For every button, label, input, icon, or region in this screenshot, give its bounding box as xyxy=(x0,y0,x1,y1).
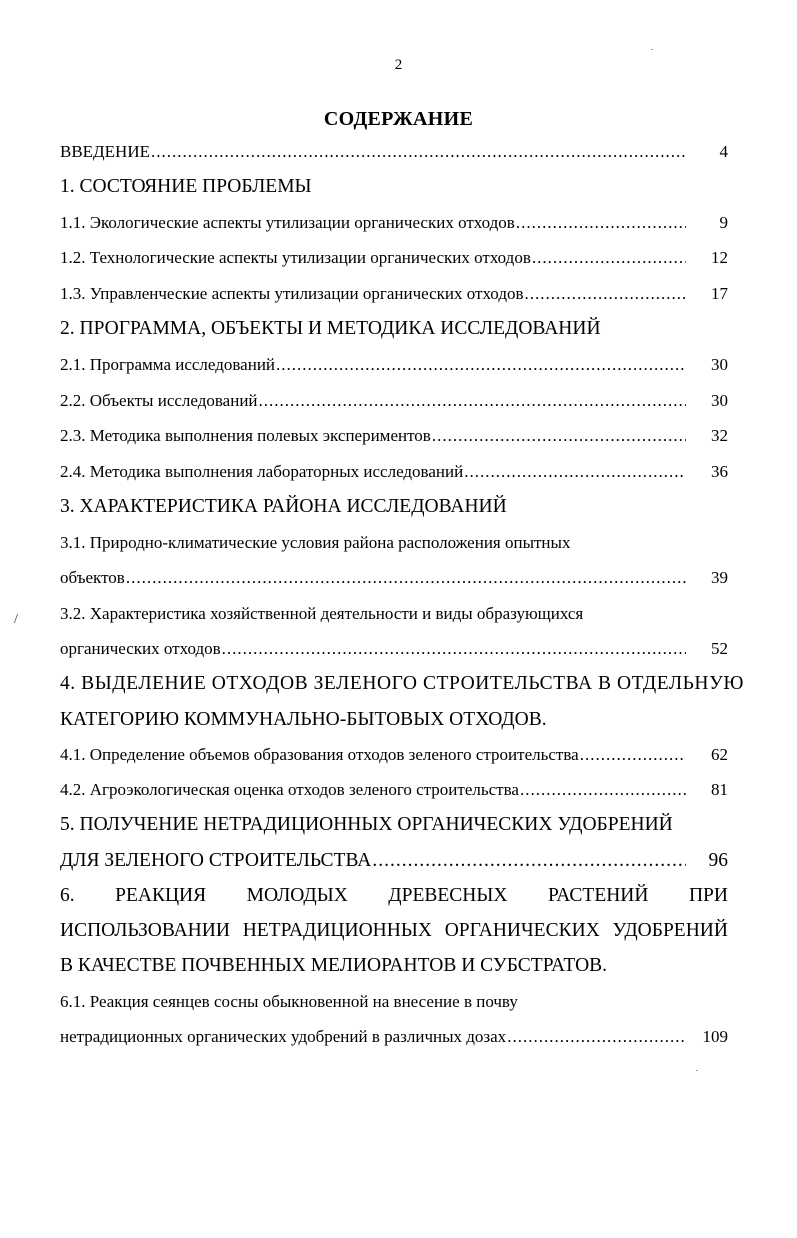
toc-entry-label: 1.3. Управленческие аспекты утилизации органических отходов xyxy=(60,284,524,303)
toc-chapter-label: В КАЧЕСТВЕ ПОЧВЕННЫХ МЕЛИОРАНТОВ И СУБСТРАТОВ. xyxy=(60,955,608,976)
toc-entry xyxy=(60,355,728,375)
toc-entry xyxy=(60,745,728,765)
toc-entry xyxy=(60,780,728,800)
toc-entry-label: 1.2. Технологические аспекты утилизации органических отходов xyxy=(60,248,531,267)
toc-word: РЕАКЦИЯ xyxy=(115,885,207,906)
scan-speck xyxy=(651,49,653,50)
dot-leader xyxy=(259,391,686,411)
toc-chapter-justified-line xyxy=(60,920,728,942)
toc-entry xyxy=(60,639,728,659)
toc-word: ОРГАНИЧЕСКИХ xyxy=(444,920,600,941)
toc-word: УДОБРЕНИЙ xyxy=(612,920,728,941)
scan-speck xyxy=(696,1070,698,1071)
dot-leader xyxy=(126,568,686,588)
toc-entry-label: органических отходов xyxy=(60,639,221,658)
toc-entry-page: 109 xyxy=(702,1027,728,1046)
toc-entry xyxy=(60,992,728,1012)
toc-chapter-label: ДЛЯ ЗЕЛЕНОГО СТРОИТЕЛЬСТВА xyxy=(60,850,372,871)
toc-entry xyxy=(60,533,728,553)
dot-leader xyxy=(372,850,686,872)
stray-mark: / xyxy=(14,612,18,627)
toc-chapter xyxy=(60,814,728,836)
toc-word: МОЛОДЫХ xyxy=(246,885,348,906)
toc-chapter xyxy=(60,318,728,340)
toc-chapter-justified-line xyxy=(60,885,728,907)
toc-entry-label: 6.1. Реакция сеянцев сосны обыкновенной на внесение в почву xyxy=(60,992,518,1011)
toc-chapter xyxy=(60,850,728,872)
toc-entry-page: 36 xyxy=(711,462,728,481)
toc-entry-label: 1.1. Экологические аспекты утилизации органических отходов xyxy=(60,213,515,232)
toc-chapter xyxy=(60,496,728,518)
dot-leader xyxy=(222,639,686,659)
toc-entry xyxy=(60,1027,728,1047)
toc-entry-label: нетрадиционных органических удобрений в различных дозах xyxy=(60,1027,507,1046)
dot-leader xyxy=(516,213,686,233)
page-title: СОДЕРЖАНИЕ xyxy=(323,108,474,130)
toc-entry-page: 62 xyxy=(711,745,728,764)
dot-leader xyxy=(432,426,686,446)
dot-leader xyxy=(276,355,686,375)
toc-word: РАСТЕНИЙ xyxy=(547,885,649,906)
dot-leader xyxy=(151,142,686,162)
toc-chapter-label: 3. ХАРАКТЕРИСТИКА РАЙОНА ИССЛЕДОВАНИЙ xyxy=(60,496,507,517)
toc-entry-label: 2.1. Программа исследований xyxy=(60,355,276,374)
toc-entry xyxy=(60,391,728,411)
toc-entry xyxy=(60,426,728,446)
toc-word: ИСПОЛЬЗОВАНИИ xyxy=(60,920,230,941)
dot-leader xyxy=(464,462,686,482)
toc-entry xyxy=(60,142,728,162)
toc-entry-label: ВВЕДЕНИЕ xyxy=(60,142,150,161)
toc-chapter-label: 2. ПРОГРАММА, ОБЪЕКТЫ И МЕТОДИКА ИССЛЕДОВАНИЙ xyxy=(60,318,601,339)
toc-entry-page: 9 xyxy=(719,213,728,232)
dot-leader xyxy=(532,248,686,268)
toc-entry-label: 4.2. Агроэкологическая оценка отходов зеленого строительства xyxy=(60,780,519,799)
toc-chapter xyxy=(60,709,728,731)
page-number: 2 xyxy=(394,57,403,73)
dot-leader xyxy=(507,1027,686,1047)
toc-entry-page: 30 xyxy=(711,355,728,374)
toc-chapter xyxy=(60,955,728,977)
toc-entry-page: 52 xyxy=(711,639,728,658)
toc-word: НЕТРАДИЦИОННЫХ xyxy=(242,920,432,941)
toc-entry xyxy=(60,248,728,268)
dot-leader xyxy=(580,745,686,765)
toc-entry-label: 2.3. Методика выполнения полевых экспериментов xyxy=(60,426,431,445)
toc-entry-page: 81 xyxy=(711,780,728,799)
toc-entry xyxy=(60,462,728,482)
toc-entry-label: 4.1. Определение объемов образования отходов зеленого строительства xyxy=(60,745,579,764)
toc-chapter xyxy=(60,176,728,198)
toc-entry-page: 32 xyxy=(711,426,728,445)
toc-chapter-label: 4. ВЫДЕЛЕНИЕ ОТХОДОВ ЗЕЛЕНОГО СТРОИТЕЛЬСТВА В ОТДЕЛЬНУЮ xyxy=(60,673,745,694)
toc-entry-page: 12 xyxy=(711,248,728,267)
toc-chapter-label: 1. СОСТОЯНИЕ ПРОБЛЕМЫ xyxy=(60,176,312,197)
toc-entry-page: 39 xyxy=(711,568,728,587)
toc-entry-page: 17 xyxy=(711,284,728,303)
toc-entry-label: 2.4. Методика выполнения лабораторных исследований xyxy=(60,462,464,481)
dot-leader xyxy=(525,284,687,304)
toc-chapter-page: 96 xyxy=(708,850,728,871)
toc-entry xyxy=(60,284,728,304)
toc-entry-page: 4 xyxy=(719,142,728,161)
toc-entry-label: 2.2. Объекты исследований xyxy=(60,391,258,410)
toc-entry-label: объектов xyxy=(60,568,125,587)
dot-leader xyxy=(520,780,686,800)
toc-chapter-label: КАТЕГОРИЮ КОММУНАЛЬНО-БЫТОВЫХ ОТХОДОВ. xyxy=(60,709,547,730)
toc-entry xyxy=(60,568,728,588)
toc-entry xyxy=(60,604,728,624)
toc-chapter xyxy=(60,673,745,695)
toc-entry-label: 3.1. Природно-климатические условия района расположения опытных xyxy=(60,533,571,552)
toc-entry-page: 30 xyxy=(711,391,728,410)
toc-word: ДРЕВЕСНЫХ xyxy=(388,885,508,906)
toc-chapter-label: 5. ПОЛУЧЕНИЕ НЕТРАДИЦИОННЫХ ОРГАНИЧЕСКИХ УДОБРЕНИЙ xyxy=(60,814,673,835)
toc-word: 6. xyxy=(60,885,75,906)
toc-word: ПРИ xyxy=(688,885,728,906)
toc-entry-label: 3.2. Характеристика хозяйственной деятельности и виды образующихся xyxy=(60,604,584,623)
toc-entry xyxy=(60,213,728,233)
